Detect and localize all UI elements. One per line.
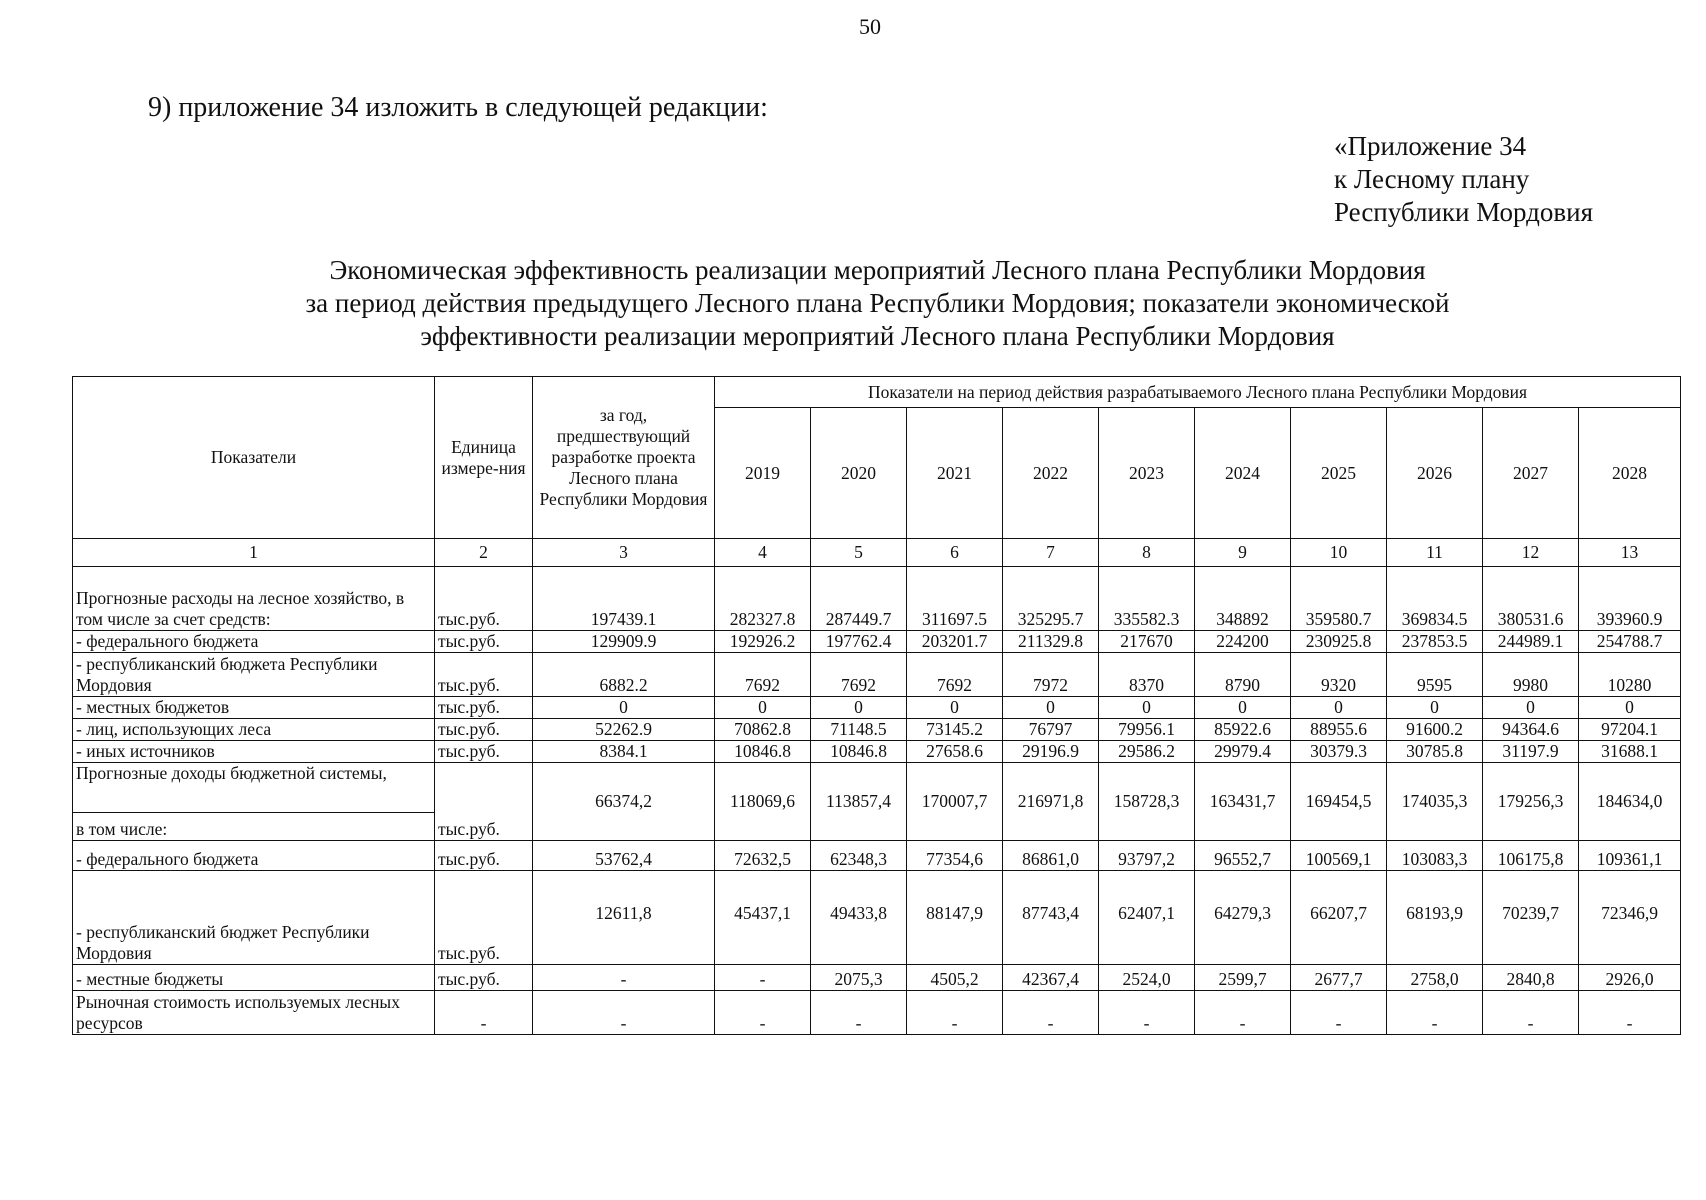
row-value: 230925.8 — [1291, 631, 1387, 653]
row-value: 348892 — [1195, 567, 1291, 631]
table-row — [73, 991, 1681, 1035]
row-value: 118069,6 — [715, 763, 811, 841]
row-value: 10846.8 — [715, 741, 811, 763]
row-value: 0 — [1579, 697, 1681, 719]
row-value: 2524,0 — [1099, 965, 1195, 991]
header-year: 2020 — [811, 408, 907, 539]
row-label: - местные бюджеты — [73, 965, 435, 991]
page-number: 50 — [859, 14, 881, 39]
table-row — [73, 653, 1681, 697]
header-year: 2026 — [1387, 408, 1483, 539]
row-value: 325295.7 — [1003, 567, 1099, 631]
column-number: 13 — [1579, 539, 1681, 567]
header-year: 2019 — [715, 408, 811, 539]
row-value: - — [1003, 991, 1099, 1035]
row-value: 100569,1 — [1291, 841, 1387, 871]
table-header — [73, 377, 1681, 539]
row-value: 197439.1 — [533, 567, 715, 631]
appendix-line-1: «Приложение 34 — [1334, 131, 1527, 161]
row-label-income-line-2: в том числе: — [73, 813, 435, 841]
title-line-3: эффективности реализации мероприятий Лесного плана Республики Мордовия — [420, 321, 1335, 351]
header-year: 2022 — [1003, 408, 1099, 539]
row-value: 9980 — [1483, 653, 1579, 697]
title-line-1: Экономическая эффективность реализации мероприятий Лесного плана Республики Мордовия — [329, 255, 1426, 285]
table-row — [73, 841, 1681, 871]
row-value: 79956.1 — [1099, 719, 1195, 741]
column-number: 5 — [811, 539, 907, 567]
header-year: 2028 — [1579, 408, 1681, 539]
row-value: 129909.9 — [533, 631, 715, 653]
column-number: 7 — [1003, 539, 1099, 567]
row-unit: тыс.руб. — [435, 653, 533, 697]
row-value: 369834.5 — [1387, 567, 1483, 631]
row-value: 68193,9 — [1387, 871, 1483, 965]
row-value: 94364.6 — [1483, 719, 1579, 741]
row-value: - — [811, 991, 907, 1035]
instruction-text: 9) приложение 34 изложить в следующей редакции: — [148, 92, 768, 123]
row-value: 9320 — [1291, 653, 1387, 697]
header-indicator: Показатели — [73, 377, 435, 539]
row-unit: тыс.руб. — [435, 965, 533, 991]
row-value: 170007,7 — [907, 763, 1003, 841]
row-value: - — [1387, 991, 1483, 1035]
row-value: 72632,5 — [715, 841, 811, 871]
row-label: - федерального бюджета — [73, 631, 435, 653]
row-value: - — [1195, 991, 1291, 1035]
column-number: 3 — [533, 539, 715, 567]
header-unit: Единица измере-ния — [435, 377, 533, 539]
row-label-income-line-1: Прогнозные доходы бюджетной системы, — [73, 763, 435, 813]
row-value: 8790 — [1195, 653, 1291, 697]
row-value: 237853.5 — [1387, 631, 1483, 653]
appendix-reference — [1334, 130, 1593, 229]
table-row — [73, 741, 1681, 763]
column-number: 11 — [1387, 539, 1483, 567]
title-line-2: за период действия предыдущего Лесного плана Республики Мордовия; показатели экономической — [305, 288, 1450, 318]
efficiency-table-wrapper — [72, 376, 1680, 1035]
header-year: 2021 — [907, 408, 1003, 539]
row-value: 174035,3 — [1387, 763, 1483, 841]
appendix-line-2: к Лесному плану — [1334, 164, 1530, 194]
row-value: - — [1579, 991, 1681, 1035]
efficiency-table — [72, 376, 1681, 1035]
row-value: 72346,9 — [1579, 871, 1681, 965]
row-value: 163431,7 — [1195, 763, 1291, 841]
column-number: 6 — [907, 539, 1003, 567]
row-value: 91600.2 — [1387, 719, 1483, 741]
table-row — [73, 697, 1681, 719]
row-value: 282327.8 — [715, 567, 811, 631]
row-value: 29979.4 — [1195, 741, 1291, 763]
row-value: 7692 — [715, 653, 811, 697]
row-value: 4505,2 — [907, 965, 1003, 991]
row-value: 88955.6 — [1291, 719, 1387, 741]
row-value: - — [715, 991, 811, 1035]
row-value: 2677,7 — [1291, 965, 1387, 991]
row-value: 45437,1 — [715, 871, 811, 965]
header-previous-year: за год, предшествующий разработке проекта Лесного плана Республики Мордовия — [533, 377, 715, 539]
row-value: 169454,5 — [1291, 763, 1387, 841]
row-label: - республиканский бюджета Республики Мордовия — [73, 653, 435, 697]
row-value: 10280 — [1579, 653, 1681, 697]
row-value: 2075,3 — [811, 965, 907, 991]
row-value: 0 — [1387, 697, 1483, 719]
row-value: - — [1483, 991, 1579, 1035]
row-value: 192926.2 — [715, 631, 811, 653]
row-label: - федерального бюджета — [73, 841, 435, 871]
row-value: 71148.5 — [811, 719, 907, 741]
row-value: 27658.6 — [907, 741, 1003, 763]
row-value: 0 — [1195, 697, 1291, 719]
row-value: 29196.9 — [1003, 741, 1099, 763]
row-value: 203201.7 — [907, 631, 1003, 653]
row-value: 88147,9 — [907, 871, 1003, 965]
header-period-group: Показатели на период действия разрабатываемого Лесного плана Республики Мордовия — [715, 377, 1681, 408]
row-label: Рыночная стоимость используемых лесных ресурсов — [73, 991, 435, 1035]
row-value: 211329.8 — [1003, 631, 1099, 653]
row-value: 49433,8 — [811, 871, 907, 965]
row-value: 87743,4 — [1003, 871, 1099, 965]
row-value: 0 — [1291, 697, 1387, 719]
row-unit: тыс.руб. — [435, 697, 533, 719]
column-number: 12 — [1483, 539, 1579, 567]
row-value: 197762.4 — [811, 631, 907, 653]
row-value: 52262.9 — [533, 719, 715, 741]
row-value: 2840,8 — [1483, 965, 1579, 991]
column-number-row — [73, 539, 1681, 567]
row-value: 30785.8 — [1387, 741, 1483, 763]
row-unit: тыс.руб. — [435, 719, 533, 741]
row-value: - — [533, 965, 715, 991]
row-unit: тыс.руб. — [435, 741, 533, 763]
row-unit: тыс.руб. — [435, 871, 533, 965]
row-value: 76797 — [1003, 719, 1099, 741]
column-number: 10 — [1291, 539, 1387, 567]
row-label: - местных бюджетов — [73, 697, 435, 719]
row-value: 106175,8 — [1483, 841, 1579, 871]
table-body — [73, 539, 1681, 1035]
column-number: 8 — [1099, 539, 1195, 567]
row-value: 31197.9 — [1483, 741, 1579, 763]
row-value: 10846.8 — [811, 741, 907, 763]
row-value: 254788.7 — [1579, 631, 1681, 653]
row-value: 9595 — [1387, 653, 1483, 697]
row-value: - — [533, 991, 715, 1035]
row-value: 0 — [1483, 697, 1579, 719]
header-year: 2024 — [1195, 408, 1291, 539]
row-unit: тыс.руб. — [435, 631, 533, 653]
row-value: 2926,0 — [1579, 965, 1681, 991]
row-value: 8384.1 — [533, 741, 715, 763]
row-value: 359580.7 — [1291, 567, 1387, 631]
row-value: 29586.2 — [1099, 741, 1195, 763]
row-value: 7692 — [811, 653, 907, 697]
row-value: 77354,6 — [907, 841, 1003, 871]
row-value: 311697.5 — [907, 567, 1003, 631]
column-number: 4 — [715, 539, 811, 567]
row-value: 0 — [1003, 697, 1099, 719]
row-value: 66207,7 — [1291, 871, 1387, 965]
row-value: 96552,7 — [1195, 841, 1291, 871]
row-value: 0 — [533, 697, 715, 719]
row-value: 184634,0 — [1579, 763, 1681, 841]
row-value: 216971,8 — [1003, 763, 1099, 841]
row-value: 8370 — [1099, 653, 1195, 697]
column-number: 1 — [73, 539, 435, 567]
row-value: 393960.9 — [1579, 567, 1681, 631]
row-value: 62407,1 — [1099, 871, 1195, 965]
row-value: 0 — [1099, 697, 1195, 719]
row-value: 109361,1 — [1579, 841, 1681, 871]
row-value: 2758,0 — [1387, 965, 1483, 991]
column-number: 2 — [435, 539, 533, 567]
row-value: 12611,8 — [533, 871, 715, 965]
row-label: - иных источников — [73, 741, 435, 763]
row-value: 103083,3 — [1387, 841, 1483, 871]
table-row — [73, 567, 1681, 631]
row-label: Прогнозные расходы на лесное хозяйство, в том числе за счет средств: — [73, 567, 435, 631]
row-value: 93797,2 — [1099, 841, 1195, 871]
row-unit: тыс.руб. — [435, 763, 533, 841]
row-value: - — [1099, 991, 1195, 1035]
row-value: 2599,7 — [1195, 965, 1291, 991]
row-value: 53762,4 — [533, 841, 715, 871]
row-value: 244989.1 — [1483, 631, 1579, 653]
table-row — [73, 871, 1681, 965]
row-value: 30379.3 — [1291, 741, 1387, 763]
table-row — [73, 631, 1681, 653]
row-value: 0 — [907, 697, 1003, 719]
row-unit: тыс.руб. — [435, 567, 533, 631]
row-value: 217670 — [1099, 631, 1195, 653]
row-value: - — [1291, 991, 1387, 1035]
row-value: - — [907, 991, 1003, 1035]
header-year: 2023 — [1099, 408, 1195, 539]
row-value: 287449.7 — [811, 567, 907, 631]
row-label: - республиканский бюджет Республики Мордовия — [73, 871, 435, 965]
row-value: 70862.8 — [715, 719, 811, 741]
appendix-line-3: Республики Мордовия — [1334, 197, 1594, 227]
row-value: 7692 — [907, 653, 1003, 697]
row-value: 380531.6 — [1483, 567, 1579, 631]
document-title — [250, 254, 1505, 353]
table-row-income — [73, 763, 1681, 813]
row-value: 179256,3 — [1483, 763, 1579, 841]
table-row — [73, 719, 1681, 741]
header-row-top — [73, 377, 1681, 408]
row-value: 0 — [811, 697, 907, 719]
row-value: 97204.1 — [1579, 719, 1681, 741]
header-year: 2027 — [1483, 408, 1579, 539]
row-value: 73145.2 — [907, 719, 1003, 741]
row-value: 85922.6 — [1195, 719, 1291, 741]
row-value: 224200 — [1195, 631, 1291, 653]
row-value: 335582.3 — [1099, 567, 1195, 631]
row-value: 6882.2 — [533, 653, 715, 697]
row-unit: - — [435, 991, 533, 1035]
column-number: 9 — [1195, 539, 1291, 567]
row-value: 31688.1 — [1579, 741, 1681, 763]
table-row — [73, 965, 1681, 991]
row-value: 158728,3 — [1099, 763, 1195, 841]
row-unit: тыс.руб. — [435, 841, 533, 871]
row-value: - — [715, 965, 811, 991]
row-value: 7972 — [1003, 653, 1099, 697]
row-value: 0 — [715, 697, 811, 719]
row-value: 86861,0 — [1003, 841, 1099, 871]
row-value: 62348,3 — [811, 841, 907, 871]
row-label: - лиц, использующих леса — [73, 719, 435, 741]
row-value: 113857,4 — [811, 763, 907, 841]
row-value: 64279,3 — [1195, 871, 1291, 965]
row-value: 70239,7 — [1483, 871, 1579, 965]
row-value: 66374,2 — [533, 763, 715, 841]
row-value: 42367,4 — [1003, 965, 1099, 991]
header-year: 2025 — [1291, 408, 1387, 539]
